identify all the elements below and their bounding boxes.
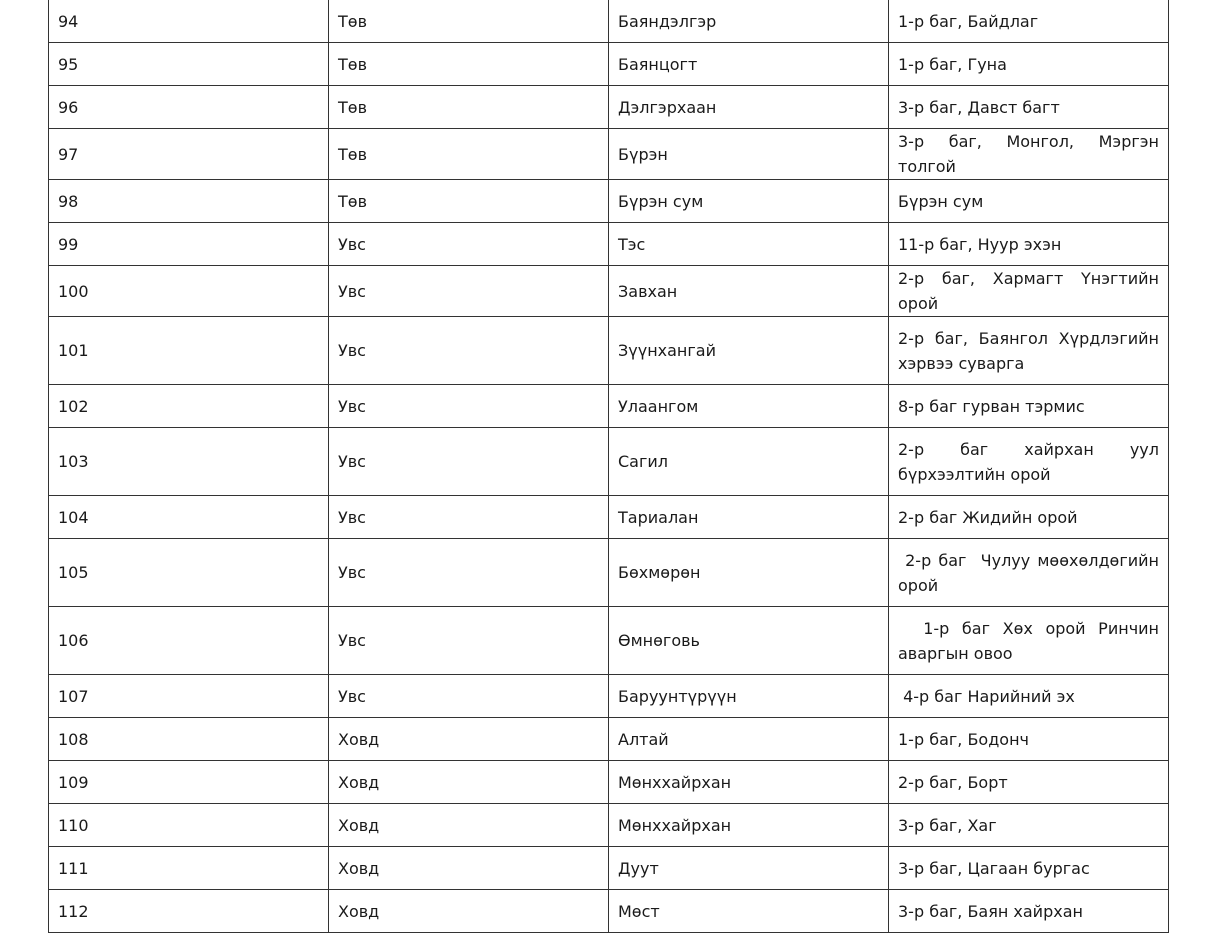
location-cell: 8-р баг гурван тэрмис: [889, 385, 1169, 428]
row-number-cell: 103: [49, 428, 329, 496]
aimag-cell: Төв: [329, 43, 609, 86]
table-row: [49, 675, 1169, 718]
table-row: [49, 266, 1169, 317]
row-number-cell: 111: [49, 847, 329, 890]
aimag-cell: Увс: [329, 539, 609, 607]
table-row: [49, 761, 1169, 804]
location-cell: 3-р баг, Монгол, Мэргэн толгой: [889, 129, 1169, 180]
aimag-cell: Ховд: [329, 804, 609, 847]
aimag-cell: Ховд: [329, 847, 609, 890]
table-row: [49, 43, 1169, 86]
row-number-cell: 107: [49, 675, 329, 718]
sum-cell: Тэс: [609, 223, 889, 266]
table-row: [49, 890, 1169, 933]
location-cell: 1-р баг Хөх орой Ринчин аваргын овоо: [889, 607, 1169, 675]
location-table: [48, 0, 1169, 933]
row-number-cell: 99: [49, 223, 329, 266]
location-cell: 4-р баг Нарийний эх: [889, 675, 1169, 718]
location-cell: 2-р баг Жидийн орой: [889, 496, 1169, 539]
aimag-cell: Увс: [329, 607, 609, 675]
row-number-cell: 101: [49, 317, 329, 385]
sum-cell: Алтай: [609, 718, 889, 761]
sum-cell: Дэлгэрхаан: [609, 86, 889, 129]
aimag-cell: Төв: [329, 86, 609, 129]
row-number-cell: 112: [49, 890, 329, 933]
location-cell: 3-р баг, Баян хайрхан: [889, 890, 1169, 933]
row-number-cell: 102: [49, 385, 329, 428]
sum-cell: Бөхмөрөн: [609, 539, 889, 607]
table-row: [49, 223, 1169, 266]
row-number-cell: 95: [49, 43, 329, 86]
row-number-cell: 98: [49, 180, 329, 223]
aimag-cell: Увс: [329, 675, 609, 718]
aimag-cell: Увс: [329, 266, 609, 317]
aimag-cell: Увс: [329, 496, 609, 539]
table-row: [49, 180, 1169, 223]
sum-cell: Улаангом: [609, 385, 889, 428]
table-row: [49, 496, 1169, 539]
sum-cell: Баруунтүрүүн: [609, 675, 889, 718]
table-row: [49, 86, 1169, 129]
aimag-cell: Увс: [329, 385, 609, 428]
sum-cell: Дуут: [609, 847, 889, 890]
table-row: [49, 607, 1169, 675]
row-number-cell: 110: [49, 804, 329, 847]
location-cell: 3-р баг, Цагаан бургас: [889, 847, 1169, 890]
location-cell: Бүрэн сум: [889, 180, 1169, 223]
sum-cell: Мөнххайрхан: [609, 761, 889, 804]
table-body: [49, 0, 1169, 933]
sum-cell: Өмнөговь: [609, 607, 889, 675]
row-number-cell: 100: [49, 266, 329, 317]
aimag-cell: Төв: [329, 180, 609, 223]
sum-cell: Тариалан: [609, 496, 889, 539]
sum-cell: Мөст: [609, 890, 889, 933]
aimag-cell: Ховд: [329, 890, 609, 933]
row-number-cell: 106: [49, 607, 329, 675]
aimag-cell: Увс: [329, 317, 609, 385]
row-number-cell: 104: [49, 496, 329, 539]
aimag-cell: Ховд: [329, 718, 609, 761]
table-row: [49, 0, 1169, 43]
table-row: [49, 317, 1169, 385]
sum-cell: Сагил: [609, 428, 889, 496]
table-row: [49, 385, 1169, 428]
sum-cell: Завхан: [609, 266, 889, 317]
sum-cell: Баяндэлгэр: [609, 0, 889, 43]
location-table-container: [48, 0, 1168, 933]
location-cell: 1-р баг, Бодонч: [889, 718, 1169, 761]
aimag-cell: Ховд: [329, 761, 609, 804]
aimag-cell: Увс: [329, 223, 609, 266]
location-cell: 2-р баг, Хармагт Үнэгтийн орой: [889, 266, 1169, 317]
sum-cell: Бүрэн сум: [609, 180, 889, 223]
aimag-cell: Төв: [329, 129, 609, 180]
row-number-cell: 94: [49, 0, 329, 43]
location-cell: 2-р баг, Борт: [889, 761, 1169, 804]
row-number-cell: 96: [49, 86, 329, 129]
row-number-cell: 97: [49, 129, 329, 180]
location-cell: 3-р баг, Хаг: [889, 804, 1169, 847]
location-cell: 3-р баг, Давст багт: [889, 86, 1169, 129]
row-number-cell: 108: [49, 718, 329, 761]
row-number-cell: 105: [49, 539, 329, 607]
location-cell: 2-р баг, Баянгол Хүрдлэгийн хэрвээ суварга: [889, 317, 1169, 385]
location-cell: 11-р баг, Нуур эхэн: [889, 223, 1169, 266]
location-cell: 1-р баг, Гуна: [889, 43, 1169, 86]
sum-cell: Мөнххайрхан: [609, 804, 889, 847]
table-row: [49, 428, 1169, 496]
table-row: [49, 539, 1169, 607]
aimag-cell: Төв: [329, 0, 609, 43]
table-row: [49, 129, 1169, 180]
location-cell: 2-р баг Чулуу мөөхөлдөгийн орой: [889, 539, 1169, 607]
sum-cell: Баянцогт: [609, 43, 889, 86]
sum-cell: Бүрэн: [609, 129, 889, 180]
location-cell: 2-р баг хайрхан уул бүрхээлтийн орой: [889, 428, 1169, 496]
location-cell: 1-р баг, Байдлаг: [889, 0, 1169, 43]
table-row: [49, 847, 1169, 890]
aimag-cell: Увс: [329, 428, 609, 496]
table-row: [49, 804, 1169, 847]
table-row: [49, 718, 1169, 761]
sum-cell: Зүүнхангай: [609, 317, 889, 385]
row-number-cell: 109: [49, 761, 329, 804]
